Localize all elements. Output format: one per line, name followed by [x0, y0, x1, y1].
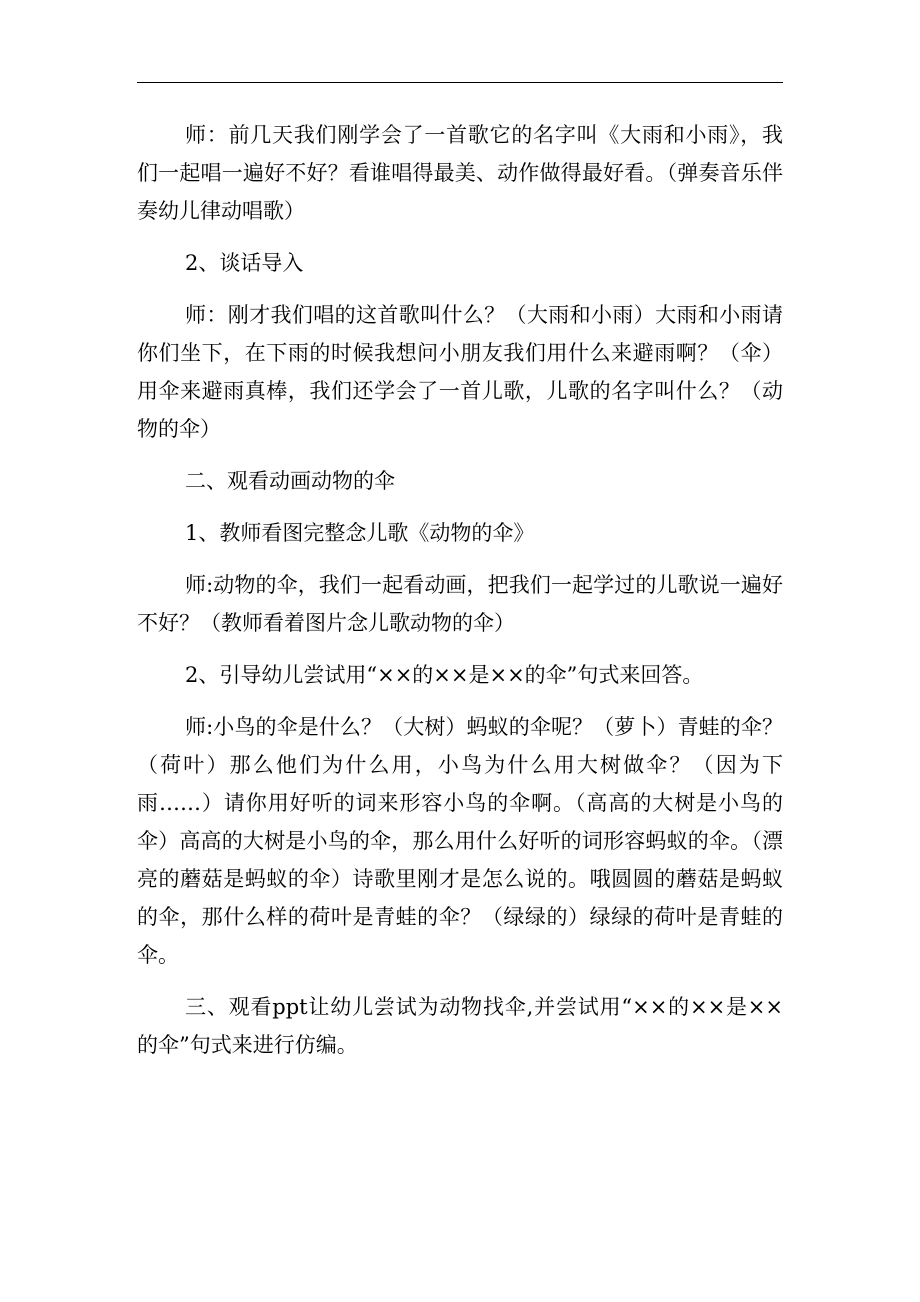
paragraph-step-sentence-pattern: 2、引导幼儿尝试用“××的××是××的伞”句式来回答。	[185, 663, 704, 687]
document-body	[137, 116, 783, 1078]
paragraph-teacher-animation: 师:动物的伞，我们一起看动画，把我们一起学过的儿歌说一遍好不好？（教师看着图片念儿歌动物的伞）	[137, 573, 783, 635]
paragraph-section-animation: 二、观看动画动物的伞	[185, 469, 395, 493]
header-rule	[137, 82, 783, 83]
paragraph-section-conversation: 2、谈话导入	[185, 251, 304, 275]
paragraph-teacher-dialogue: 师:小鸟的伞是什么？（大树）蚂蚁的伞呢？（萝卜）青蛙的伞？（荷叶）那么他们为什么用，小鸟为什么用大树做伞？（因为下雨……）请你用好听的词来形容小鸟的伞啊。（高高的大树是小鸟的伞）高高的大树是小鸟的伞，那么用什么好听的词形容蚂蚁的伞。（漂亮的蘑菇是蚂蚁的伞）诗歌里刚才是怎么说的。哦圆圆的蘑菇是蚂蚁的伞，那什么样的荷叶是青蛙的伞？（绿绿的）绿绿的荷叶是青蛙的伞。	[137, 715, 783, 967]
paragraph-section-ppt: 三、观看ppt让幼儿尝试为动物找伞,并尝试用“××的××是××的伞”句式来进行仿编。	[137, 995, 783, 1057]
paragraph-teacher-question: 师：刚才我们唱的这首歌叫什么？（大雨和小雨）大雨和小雨请你们坐下，在下雨的时候我想问小朋友我们用什么来避雨啊？（伞）用伞来避雨真棒，我们还学会了一首儿歌，儿歌的名字叫什么？（动物的伞）	[137, 303, 783, 441]
paragraph-step-recite: 1、教师看图完整念儿歌《动物的伞》	[185, 521, 535, 545]
paragraph-teacher-intro: 师：前几天我们刚学会了一首歌它的名字叫《大雨和小雨》，我们一起唱一遍好不好？看谁唱得最美、动作做得最好看。（弹奏音乐伴奏幼儿律动唱歌）	[137, 123, 783, 223]
